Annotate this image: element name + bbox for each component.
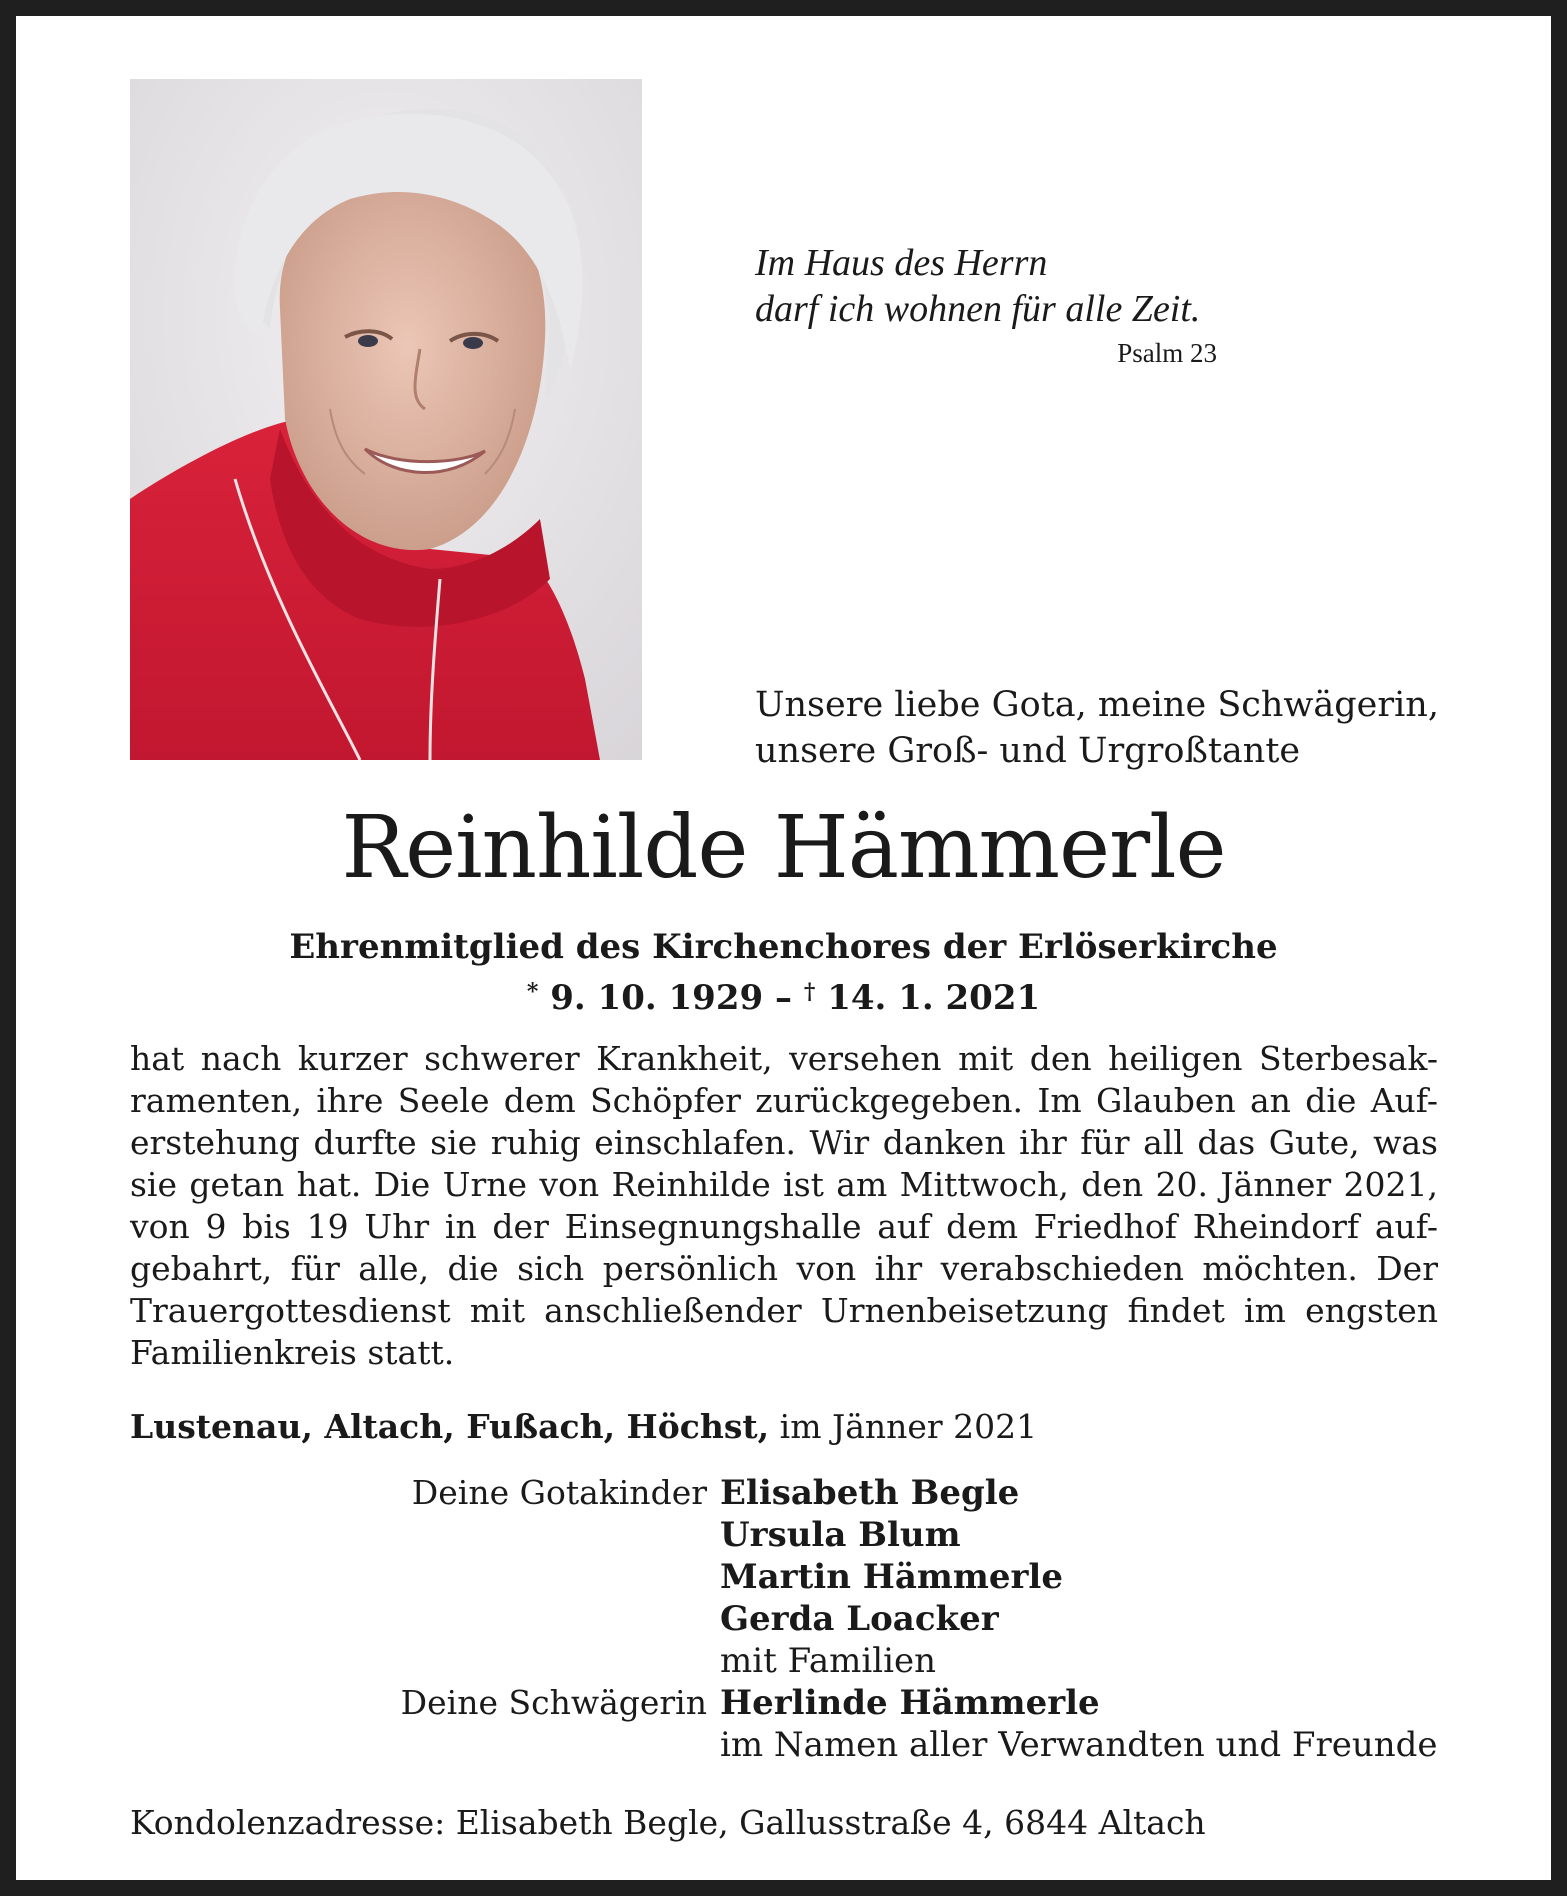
body-line: Trauergottesdienst mit anschließender Urnenbeisetzung findet im engsten [130, 1291, 1438, 1330]
life-dates [0, 970, 1567, 1020]
sister-in-law-suffix: im Namen aller Verwandten und Freunde [720, 1725, 1438, 1765]
body-line: Familienkreis statt. [130, 1333, 455, 1372]
intro-line-2: unsere Groß- und Urgroßtante [755, 731, 1301, 771]
godchildren-suffix: mit Familien [720, 1641, 937, 1681]
sister-in-law-role: Deine Schwägerin [400, 1683, 707, 1722]
birth-date: 9. 10. 1929 [550, 978, 764, 1018]
deceased-name: Reinhilde Hämmerle [341, 798, 1226, 898]
death-date: 14. 1. 2021 [827, 978, 1041, 1018]
signer-row [0, 1598, 1567, 1640]
signer-name: Gerda Loacker [720, 1599, 999, 1639]
date-separator: – [775, 978, 792, 1018]
place-date: im Jänner 2021 [779, 1407, 1038, 1446]
intro-text [755, 682, 1439, 774]
condolence-address: Kondolenzadresse: Elisabeth Begle, Gallusstraße 4, 6844 Altach [130, 1803, 1206, 1842]
verse-line-1: Im Haus des Herrn [755, 242, 1048, 284]
godchildren-role: Deine Gotakinder [411, 1473, 707, 1512]
portrait-photo [130, 79, 642, 760]
body-line: erstehung durfte sie ruhig einschlafen. Wir danken ihr für all das Gute, was [130, 1123, 1438, 1162]
psalm-verse [755, 240, 1200, 332]
place-towns: Lustenau, Altach, Fußach, Höchst, [130, 1407, 770, 1446]
signer-row [0, 1682, 1567, 1724]
obituary-body [130, 1038, 1438, 1374]
signer-row [0, 1472, 1567, 1514]
body-line: ramenten, ihre Seele dem Schöpfer zurückgegeben. Im Glauben an die Auf- [130, 1081, 1438, 1120]
signer-name: Herlinde Hämmerle [720, 1683, 1100, 1723]
body-line: von 9 bis 19 Uhr in der Einsegnungshalle auf dem Friedhof Rheindorf auf- [130, 1207, 1438, 1246]
intro-line-1: Unsere liebe Gota, meine Schwägerin, [755, 685, 1439, 725]
body-line: sie getan hat. Die Urne von Reinhilde ist am Mittwoch, den 20. Jänner 2021, [130, 1165, 1438, 1204]
verse-line-2: darf ich wohnen für alle Zeit. [755, 288, 1201, 330]
body-line: gebahrt, für alle, die sich persönlich von ihr verabschieden möchten. Der [130, 1249, 1438, 1288]
portrait-image [130, 79, 642, 760]
signer-row [0, 1640, 1567, 1682]
signer-row [0, 1514, 1567, 1556]
place-and-date [130, 1405, 1037, 1449]
honor-title: Ehrenmitglied des Kirchenchores der Erlöserkirche [289, 927, 1278, 967]
birth-symbol: * [526, 979, 539, 1005]
signer-row [0, 1724, 1567, 1766]
signer-name: Martin Hämmerle [720, 1557, 1063, 1597]
death-symbol: † [803, 979, 816, 1005]
signer-row [0, 1556, 1567, 1598]
verse-reference: Psalm 23 [1117, 338, 1217, 368]
mourners-list [0, 1472, 1567, 1766]
body-line: hat nach kurzer schwerer Krankheit, versehen mit den heiligen Sterbesak- [130, 1039, 1438, 1078]
signer-name: Elisabeth Begle [720, 1473, 1020, 1513]
signer-name: Ursula Blum [720, 1515, 961, 1555]
